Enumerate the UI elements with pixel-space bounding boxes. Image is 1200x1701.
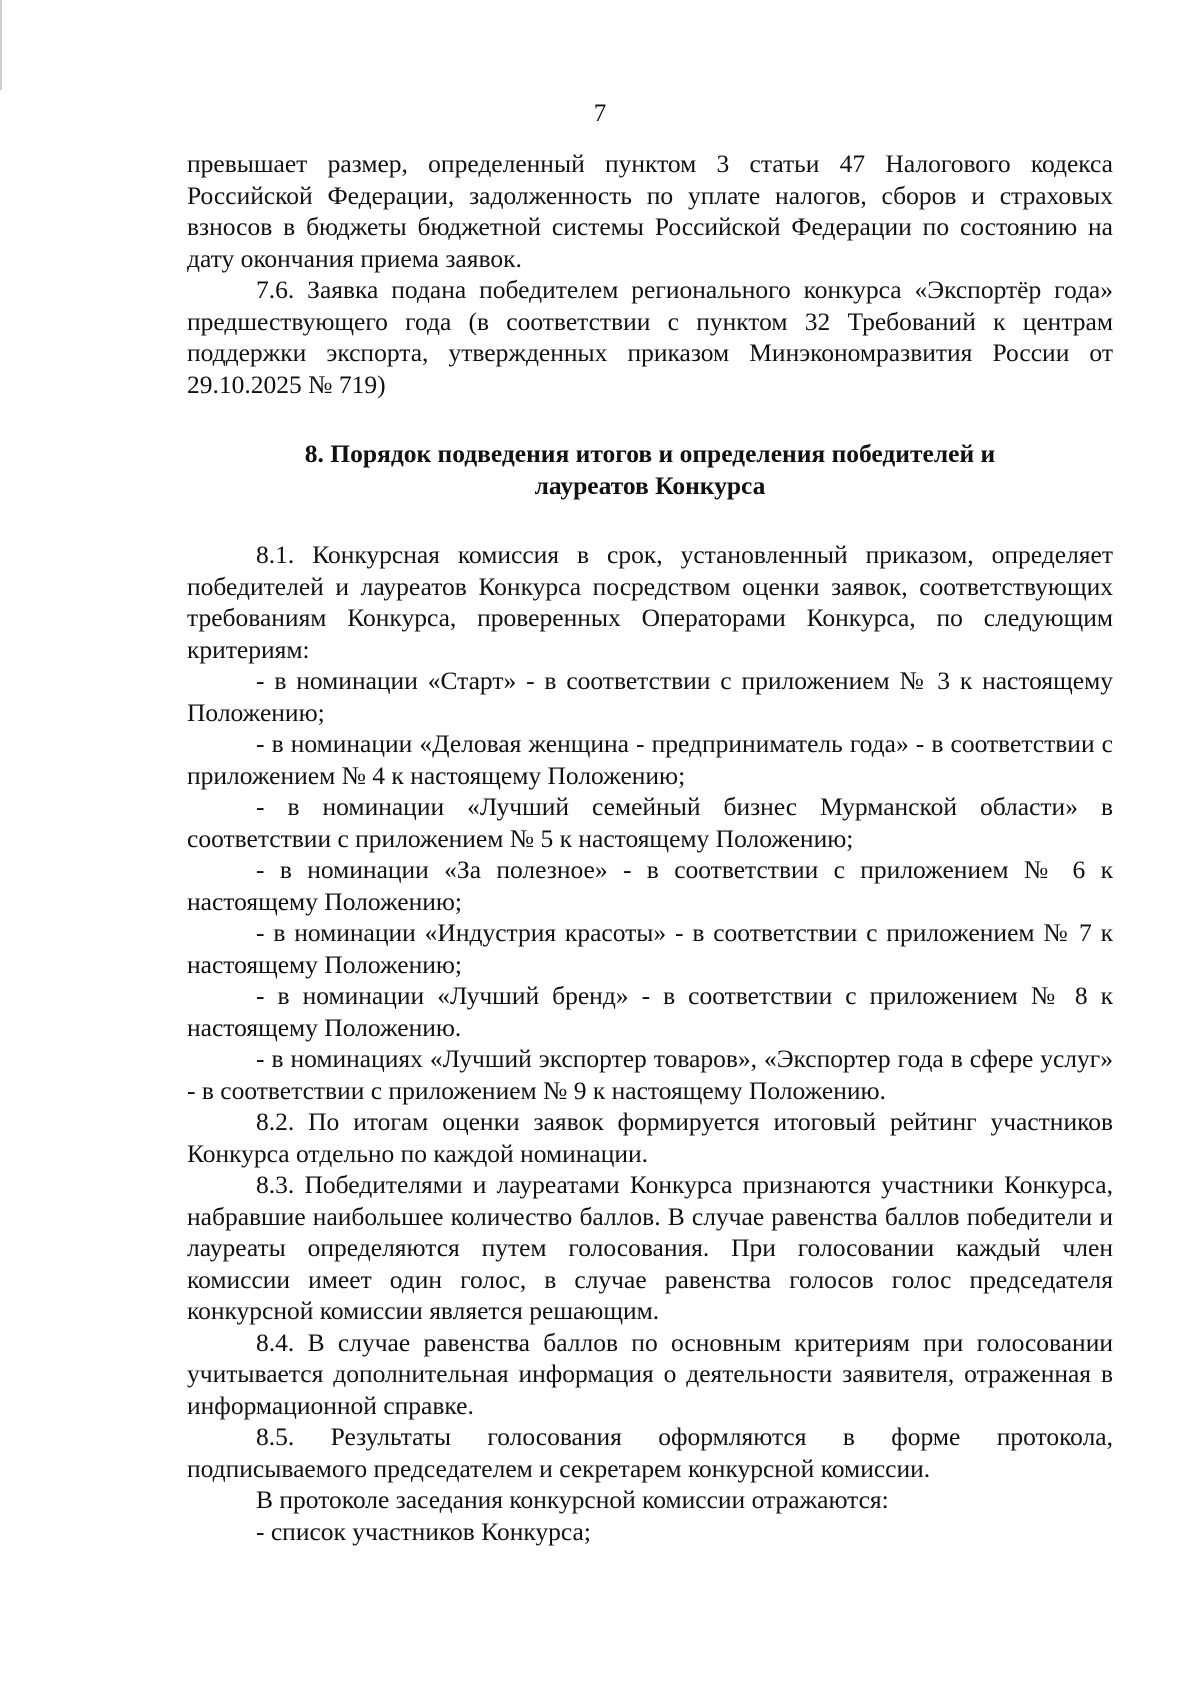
paragraph-continuation: превышает размер, определенный пунктом 3 статьи 47 Налогового кодекса Российской Федерации, задолженность по уплате налогов, сборов и страховых взносов в бюджеты бюджетной системы Российской Федерации по состоянию на дату окончания приема заявок. <box>187 149 1113 273</box>
list-item-nomination-business-woman: - в номинации «Деловая женщина - предприниматель года» - в соответствии с приложением № 4 к настоящему Положению; <box>187 729 1113 790</box>
section-heading <box>187 438 1113 501</box>
list-item-nomination-family-business: - в номинации «Лучший семейный бизнес Мурманской области» в соответствии с приложением № 5 к настоящему Положению; <box>187 792 1113 853</box>
list-item-nomination-beauty: - в номинации «Индустрия красоты» - в соответствии с приложением № 7 к настоящему Положению; <box>187 918 1113 979</box>
document-body <box>187 148 1113 1547</box>
paragraph-8-1: 8.1. Конкурсная комиссия в срок, установленный приказом, определяет победителей и лауреатов Конкурса посредством оценки заявок, соответствующих требованиям Конкурса, проверенных Операторами Конкурса, по следующим критериям: <box>187 540 1113 664</box>
section-heading-line2: лауреатов Конкурса <box>534 470 766 500</box>
paragraph-8-2: 8.2. По итогам оценки заявок формируется итоговый рейтинг участников Конкурса отдельно по каждой номинации. <box>187 1107 1113 1168</box>
list-item-nomination-exporters: - в номинациях «Лучший экспортер товаров», «Экспортер года в сфере услуг» - в соответствии с приложением № 9 к настоящему Положению. <box>187 1044 1113 1105</box>
paragraph-7-6: 7.6. Заявка подана победителем регионального конкурса «Экспортёр года» предшествующего года (в соответствии с пунктом 32 Требований к центрам поддержки экспорта, утвержденных приказом Минэкономразвития России от 29.10.2025 № 719) <box>187 275 1113 399</box>
list-item-nomination-brand: - в номинации «Лучший бренд» - в соответствии с приложением № 8 к настоящему Положению. <box>187 981 1113 1042</box>
page-number: 7 <box>593 100 607 127</box>
paragraph-8-3: 8.3. Победителями и лауреатами Конкурса признаются участники Конкурса, набравшие наибольшее количество баллов. В случае равенства баллов победители и лауреаты определяются путем голосования. При голосовании каждый член комиссии имеет один голос, в случае равенства голосов голос председателя конкурсной комиссии является решающим. <box>187 1170 1113 1325</box>
list-item-nomination-start: - в номинации «Старт» - в соответствии с приложением № 3 к настоящему Положению; <box>187 666 1113 727</box>
scan-edge-line <box>0 0 2 90</box>
paragraph-protocol-intro: В протоколе заседания конкурсной комиссии отражаются: <box>256 1485 889 1514</box>
section-heading-line1: 8. Порядок подведения итогов и определения победителей и <box>304 439 996 468</box>
paragraph-8-5: 8.5. Результаты голосования оформляются в форме протокола, подписываемого председателем и секретарем конкурсной комиссии. <box>187 1422 1113 1483</box>
paragraph-8-4: 8.4. В случае равенства баллов по основным критериям при голосовании учитывается дополнительная информация о деятельности заявителя, отраженная в информационной справке. <box>187 1327 1113 1420</box>
list-item-nomination-useful: - в номинации «За полезное» - в соответствии с приложением № 6 к настоящему Положению; <box>187 855 1113 916</box>
list-item-participants: - список участников Конкурса; <box>256 1516 591 1546</box>
